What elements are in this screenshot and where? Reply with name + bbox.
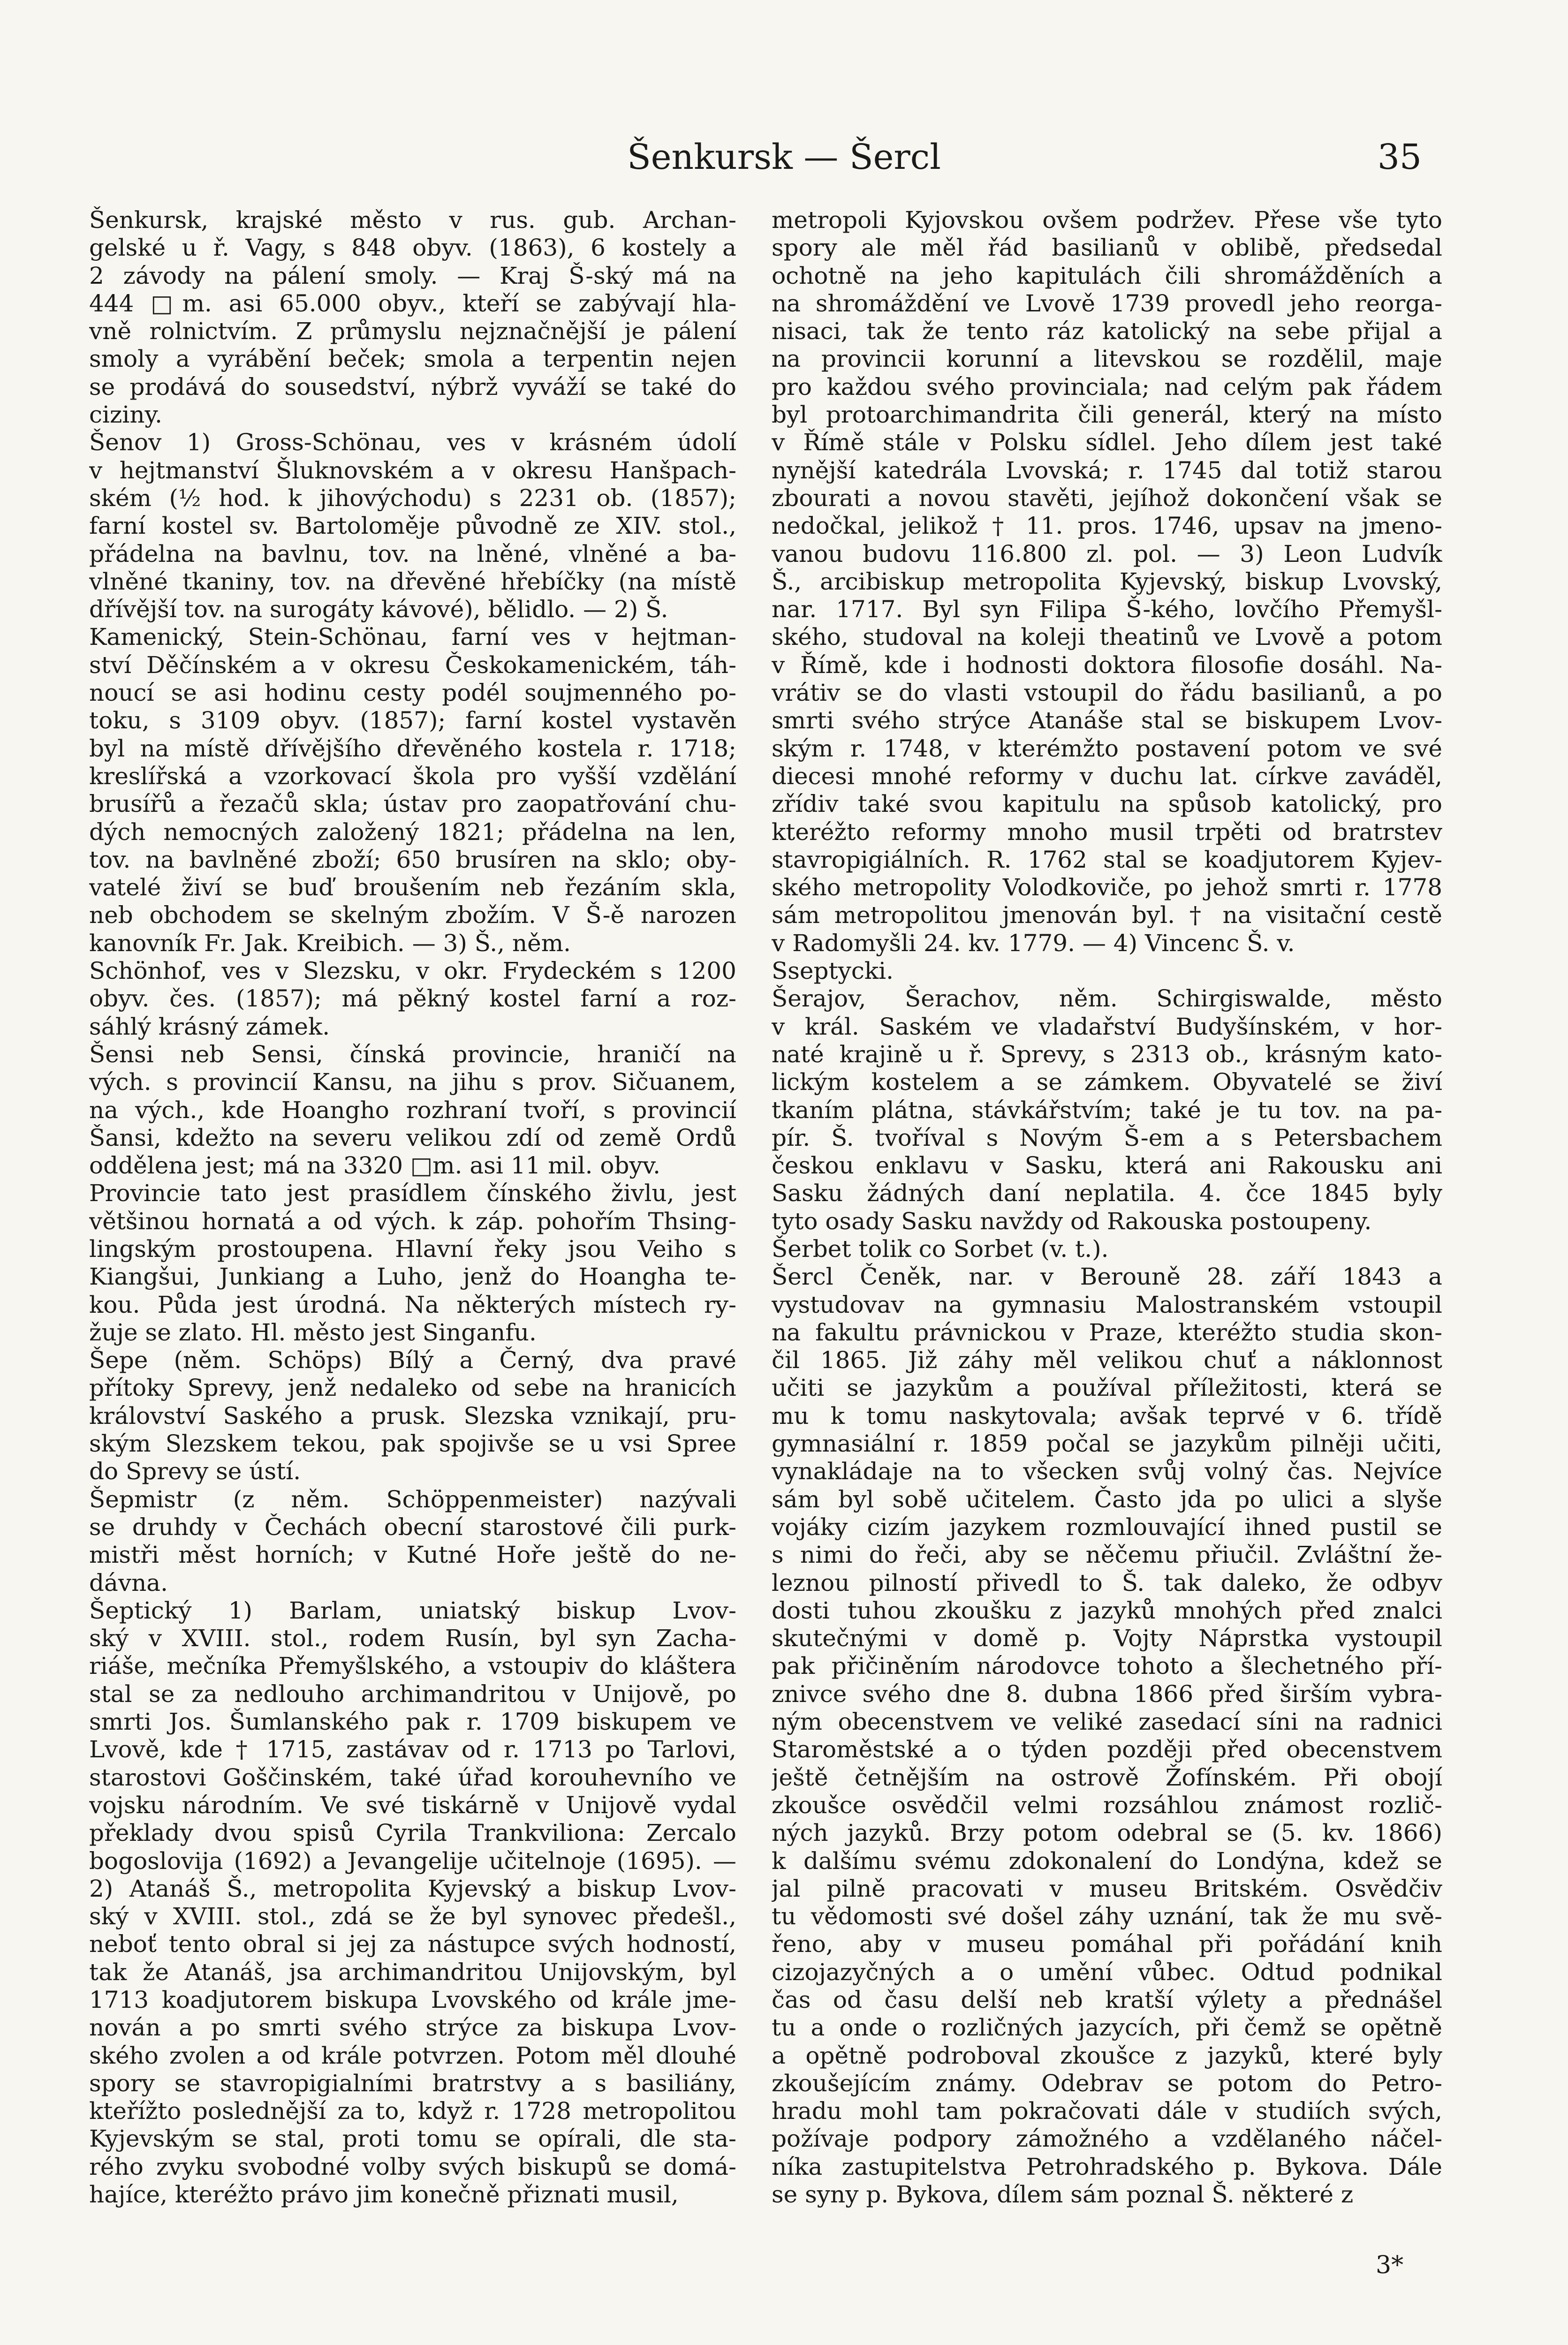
text-line: lickým kostelem a se zámkem. Obyvatelé se živí (772, 1068, 1442, 1096)
text-line: toku, s 3109 obyv. (1857); farní kostel vystavěn (89, 707, 736, 734)
text-line: sám metropolitou jmenován byl. † na visitační cestě (772, 901, 1442, 929)
text-line: stavropigiálních. R. 1762 stal se koadjutorem Kyjev- (772, 846, 1442, 873)
text-line: na provincii korunní a litevskou se rozdělil, maje (772, 345, 1442, 373)
text-line: níka zastupitelstva Petrohradského p. Bykova. Dále (772, 2153, 1442, 2180)
text-line: vojsku národním. Ve své tiskárně v Unijově vydal (89, 1791, 736, 1819)
text-line: kteréžto reformy mnoho musil trpěti od bratrstev (772, 818, 1442, 846)
text-line: obyv. čes. (1857); má pěkný kostel farní a roz- (89, 985, 736, 1013)
text-line: ještě četnějším na ostrově Žofínském. Při obojí (772, 1763, 1442, 1791)
text-line: Sseptycki. (772, 957, 894, 985)
text-line: oddělena jest; má na 3320 □m. asi 11 mil. obyv. (89, 1152, 660, 1180)
text-line: ského zvolen a od krále potvrzen. Potom měl dlouhé (89, 2042, 736, 2069)
text-line: 444 □m. asi 65.000 obyv., kteří se zabývají hla- (89, 289, 736, 317)
text-line: riáše, mečníka Přemyšlského, a vstoupiv do kláštera (89, 1652, 736, 1680)
text-line: v hejtmanství Šluknovském a v okresu Hanšpach- (89, 456, 736, 484)
text-line: ných jazyků. Brzy potom odebral se (5. kv. 1866) (772, 1819, 1442, 1847)
text-line: zkoušce osvědčil velmi rozsáhlou známost rozlič- (772, 1791, 1442, 1819)
text-line: byl na místě dřívějšího dřevěného kostela r. 1718; (89, 734, 736, 762)
text-line: cizojazyčných a o umění vůbec. Odtud podnikal (772, 1958, 1442, 1986)
text-line: tyto osady Sasku navždy od Rakouska postoupeny. (772, 1207, 1372, 1235)
text-line: dřívější tov. na surogáty kávové), bělidlo. — 2) Š. (89, 596, 668, 623)
text-line: ského metropolity Volodkoviče, po jehož smrti r. 1778 (772, 874, 1442, 901)
text-line: Š., arcibiskup metropolita Kyjevský, biskup Lvovský, (772, 567, 1442, 595)
text-line: smrti Jos. Šumlanského pak r. 1709 biskupem ve (89, 1708, 736, 1736)
text-line: Šensi neb Sensi, čínská provincie, hraničí na (89, 1040, 736, 1068)
text-line: pak přičiněním národovce tohoto a šlechetného pří- (772, 1652, 1442, 1680)
text-line: vrátiv se do vlasti vstoupil do řádu basilianů, a po (772, 679, 1442, 707)
text-line: Sasku žádných daní neplatila. 4. čce 1845 byly (772, 1180, 1442, 1207)
text-line: překlady dvou spisů Cyrila Trankviliona: Zercalo (89, 1819, 736, 1847)
text-line: byl protoarchimandrita čili generál, který na místo (772, 401, 1442, 429)
text-line: Kiangšui, Junkiang a Luho, jenž do Hoangha te- (89, 1263, 736, 1291)
text-line: Provincie tato jest prasídlem čínského živlu, jest (89, 1180, 736, 1207)
text-line: spory ale měl řád basilianů v oblibě, předsedal (772, 234, 1442, 262)
text-line: většinou hornatá a od vých. k záp. pohořím Thsing- (89, 1207, 736, 1235)
text-line: dých nemocných založený 1821; přádelna na len, (89, 818, 736, 846)
text-line: zbourati a novou stavěti, jejíhož dokončení však se (772, 484, 1442, 512)
text-line: lingským prostoupena. Hlavní řeky jsou Veiho s (89, 1235, 736, 1263)
text-line: sáhlý krásný zámek. (89, 1013, 330, 1040)
right-column (772, 206, 1442, 2209)
text-line: žuje se zlato. Hl. město jest Singanfu. (89, 1318, 537, 1346)
text-line: kou. Půda jest úrodná. Na některých místech ry- (89, 1291, 736, 1318)
text-line: zkoušejícím známy. Odebrav se potom do Petro- (772, 2069, 1442, 2097)
text-line: tkaním plátna, stávkářstvím; také je tu tov. na pa- (772, 1096, 1442, 1124)
text-line: noucí se asi hodinu cesty podél soujmenného po- (89, 679, 736, 707)
text-line: Lvově, kde † 1715, zastávav od r. 1713 po Tarlovi, (89, 1736, 736, 1763)
text-line: Šansi, kdežto na severu velikou zdí od země Ordů (89, 1124, 736, 1151)
text-line: pro každou svého provinciala; nad celým pak řádem (772, 373, 1442, 401)
text-line: vojáky cizím jazykem rozmlouvající ihned pustil se (772, 1513, 1442, 1541)
text-line: s nimi do řeči, aby se něčemu přiučil. Zvláštní že- (772, 1541, 1442, 1569)
text-line: Kamenický, Stein-Schönau, farní ves v hejtman- (89, 623, 736, 651)
text-line: Šenov 1) Gross-Schönau, ves v krásném údolí (89, 429, 736, 456)
text-line: ským r. 1748, v kterémžto postavení potom ve své (772, 734, 1442, 762)
text-line: gelské u ř. Vagy, s 848 obyv. (1863), 6 kostely a (89, 234, 736, 262)
text-line: dosti tuhou zkoušku z jazyků mnohých před znalci (772, 1596, 1442, 1624)
text-line: Šerbet tolik co Sorbet (v. t.). (772, 1235, 1109, 1263)
text-line: vanou budovu 116.800 zl. pol. — 3) Leon Ludvík (772, 540, 1442, 567)
text-line: tu vědomosti své došel záhy uznání, tak že mu svě- (772, 1903, 1442, 1930)
text-line: sám byl sobě učitelem. Často jda po ulici a slyše (772, 1485, 1442, 1513)
text-line: 2) Atanáš Š., metropolita Kyjevský a biskup Lvov- (89, 1875, 736, 1902)
text-line: brusířů a řezačů skla; ústav pro zaopatřování chu- (89, 790, 736, 818)
running-header: Šenkursk — Šercl (627, 137, 941, 177)
text-line: vých. s provincií Kansu, na jihu s prov. Sičuanem, (89, 1068, 736, 1096)
text-line: Šepe (něm. Schöps) Bílý a Černý, dva pravé (89, 1346, 736, 1374)
text-line: znivce svého dne 8. dubna 1866 před širším vybra- (772, 1680, 1442, 1708)
text-line: farní kostel sv. Bartoloměje původně ze XIV. stol., (89, 512, 736, 540)
text-line: hradu mohl tam pokračovati dále v studiích svých, (772, 2097, 1442, 2125)
text-line: nován a po smrti svého strýce za biskupa Lvov- (89, 2014, 736, 2042)
text-line: 1713 koadjutorem biskupa Lvovského od krále jme- (89, 1986, 736, 2013)
text-line: nisaci, tak že tento ráz katolický na sebe přijal a (772, 318, 1442, 345)
text-line: vně rolnictvím. Z průmyslu nejznačnější je pálení (89, 318, 736, 345)
text-line: naté krajině u ř. Sprevy, s 2313 ob., krásným kato- (772, 1040, 1442, 1068)
text-line: 2 závody na pálení smoly. — Kraj Š-ský má na (89, 262, 736, 289)
text-line: v Římě, kde i hodnosti doktora filosofie dosáhl. Na- (772, 651, 1442, 679)
text-line: tu a onde o rozličných jazycích, při čemž se opětně (772, 2014, 1442, 2042)
text-line: k dalšímu svému zdokonalení do Londýna, kdež se (772, 1847, 1442, 1875)
text-line: tov. na bavlněné zboží; 650 brusíren na sklo; oby- (89, 846, 736, 873)
text-line: nynější katedrála Lvovská; r. 1745 dal totiž starou (772, 456, 1442, 484)
text-line: čas od času delší neb kratší výlety a přednášel (772, 1986, 1442, 2013)
text-line: starostovi Goščinském, také úřad korouhevního ve (89, 1763, 736, 1791)
text-line: se syny p. Bykova, dílem sám poznal Š. některé z (772, 2181, 1354, 2209)
text-line: gymnasiální r. 1859 počal se jazykům pilněji učiti, (772, 1430, 1442, 1458)
text-line: jal pilně pracovati v museu Britském. Osvědčiv (772, 1875, 1442, 1902)
text-line: se druhdy v Čechách obecní starostové čili purk- (89, 1513, 736, 1541)
text-line: dávna. (89, 1569, 168, 1596)
text-line: kteřížto poslednější za to, když r. 1728 metropolitou (89, 2097, 736, 2125)
signature-mark: 3* (1376, 2251, 1404, 2279)
text-line: na fakultu právnickou v Praze, kteréžto studia skon- (772, 1318, 1442, 1346)
text-line: ochotně na jeho kapitulách čili shromážděních a (772, 262, 1442, 289)
text-line: smoly a vyrábění beček; smola a terpentin nejen (89, 345, 736, 373)
text-line: stal se za nedlouho archimandritou v Unijově, po (89, 1680, 736, 1708)
text-line: přádelna na bavlnu, tov. na lněné, vlněné a ba- (89, 540, 736, 567)
text-line: českou enklavu v Sasku, která ani Rakousku ani (772, 1152, 1442, 1180)
text-line: kreslířská a vzorkovací škola pro vyšší vzdělání (89, 762, 736, 790)
text-line: nar. 1717. Byl syn Filipa Š-kého, lovčího Přemyšl- (772, 596, 1442, 623)
text-line: ským Slezskem tekou, pak spojivše se u vsi Spree (89, 1430, 736, 1458)
text-line: na shromáždění ve Lvově 1739 provedl jeho reorga- (772, 289, 1442, 317)
text-line: smrti svého strýce Atanáše stal se biskupem Lvov- (772, 707, 1442, 734)
text-line: přítoky Sprevy, jenž nedaleko od sebe na hranicích (89, 1374, 736, 1402)
text-line: v Římě stále v Polsku sídlel. Jeho dílem jest také (772, 429, 1442, 456)
text-line: ství Děčínském a v okresu Českokamenickém, táh- (89, 651, 736, 679)
text-line: hajíce, kteréžto právo jim konečně přiznati musil, (89, 2181, 679, 2209)
text-line: ském (½ hod. k jihovýchodu) s 2231 ob. (1857); (89, 484, 736, 512)
text-line: v Radomyšli 24. kv. 1779. — 4) Vincenc Š. v. (772, 929, 1295, 957)
text-line: Šercl Čeněk, nar. v Berouně 28. září 1843 a (772, 1263, 1442, 1291)
text-line: pír. Š. tvoříval s Novým Š-em a s Petersbachem (772, 1124, 1442, 1151)
text-line: vystudovav na gymnasiu Malostranském vstoupil (772, 1291, 1442, 1318)
text-line: ský v XVIII. stol., zdá se že byl synovec předešl., (89, 1903, 736, 1930)
text-line: spory se stavropigialními bratrstvy a s basiliány, (89, 2069, 736, 2097)
text-line: nedočkal, jelikož † 11. pros. 1746, upsav na jmeno- (772, 512, 1442, 540)
text-line: rého zvyku svobodné volby svých biskupů se domá- (89, 2153, 736, 2180)
text-line: leznou pilností přivedl to Š. tak daleko, že odbyv (772, 1569, 1442, 1596)
text-line: neboť tento obral si jej za nástupce svých hodností, (89, 1930, 736, 1958)
text-line: Šenkursk, krajské město v rus. gub. Archan- (89, 206, 736, 234)
text-line: vlněné tkaniny, tov. na dřevěné hřebíčky (na místě (89, 567, 736, 595)
text-line: vynakládaje na to všecken svůj volný čas. Nejvíce (772, 1458, 1442, 1485)
text-line: království Saského a prusk. Slezska vznikají, pru- (89, 1402, 736, 1430)
text-line: kanovník Fr. Jak. Kreibich. — 3) Š., něm. (89, 929, 571, 957)
text-line: ský v XVIII. stol., rodem Rusín, byl syn Zacha- (89, 1625, 736, 1652)
text-line: na vých., kde Hoangho rozhraní tvoří, s provincií (89, 1096, 736, 1124)
text-line: do Sprevy se ústí. (89, 1458, 301, 1485)
text-line: požívaje podpory zámožného a vzdělaného náčel- (772, 2125, 1442, 2153)
text-line: skutečnými v domě p. Vojty Náprstka vystoupil (772, 1625, 1442, 1652)
text-line: se prodává do sousedství, nýbrž vyváží se také do (89, 373, 736, 401)
text-line: metropoli Kyjovskou ovšem podržev. Přese vše tyto (772, 206, 1442, 234)
text-line: v král. Saském ve vladařství Budyšínském, v hor- (772, 1013, 1442, 1040)
left-column (89, 206, 736, 2209)
page-number: 35 (1377, 137, 1422, 177)
text-line: Staroměstské a o týden později před obecenstvem (772, 1736, 1442, 1763)
text-line: a opětně podroboval zkoušce z jazyků, které byly (772, 2042, 1442, 2069)
text-line: ciziny. (89, 401, 163, 429)
text-line: Schönhof, ves v Slezsku, v okr. Frydeckém s 1200 (89, 957, 736, 985)
text-line: Šerajov, Šerachov, něm. Schirgiswalde, město (772, 985, 1442, 1013)
text-line: tak že Atanáš, jsa archimandritou Unijovským, byl (89, 1958, 736, 1986)
text-line: řeno, aby v museu pomáhal při pořádání knih (772, 1930, 1442, 1958)
text-line: Šeptický 1) Barlam, uniatský biskup Lvov- (89, 1596, 736, 1624)
text-line: Kyjevským se stal, proti tomu se opírali, dle sta- (89, 2125, 736, 2153)
text-line: zřídiv také svou kapitulu na spůsob katolický, pro (772, 790, 1442, 818)
text-line: mistři měst horních; v Kutné Hoře ještě do ne- (89, 1541, 736, 1569)
text-line: ského, studoval na koleji theatinů ve Lvově a potom (772, 623, 1442, 651)
text-line: bogoslovija (1692) a Jevangelije učitelnoje (1695). — (89, 1847, 736, 1875)
text-line: vatelé živí se buď broušením neb řezáním skla, (89, 874, 736, 901)
text-line: mu k tomu naskytovala; avšak teprvé v 6. třídě (772, 1402, 1442, 1430)
text-line: ným obecenstvem ve veliké zasedací síni na radnici (772, 1708, 1442, 1736)
text-line: učiti se jazykům a používal příležitosti, která se (772, 1374, 1442, 1402)
text-line: neb obchodem se skelným zbožím. V Š-ě narozen (89, 901, 736, 929)
text-line: Šepmistr (z něm. Schöppenmeister) nazývali (89, 1485, 736, 1513)
text-line: čil 1865. Již záhy měl velikou chuť a náklonnost (772, 1346, 1442, 1374)
text-line: diecesi mnohé reformy v duchu lat. církve zaváděl, (772, 762, 1442, 790)
